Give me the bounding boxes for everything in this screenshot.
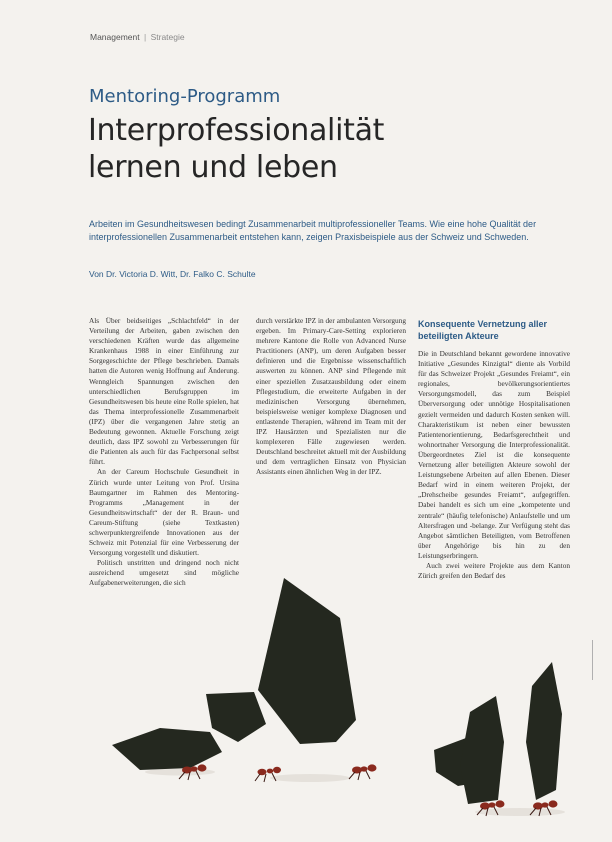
article-kicker: Mentoring-Programm bbox=[89, 86, 281, 107]
section-separator: | bbox=[144, 32, 147, 42]
ant-shadow bbox=[270, 774, 350, 782]
leaf-fragment-large bbox=[258, 578, 356, 744]
body-column-1 bbox=[89, 316, 239, 589]
article-byline: Von Dr. Victoria D. Witt, Dr. Falko C. Schulte bbox=[89, 269, 256, 279]
title-line-2: lernen und leben bbox=[88, 150, 338, 185]
shadow-group bbox=[145, 769, 565, 817]
ant bbox=[349, 764, 377, 780]
body-paragraph: durch verstärkte IPZ in der ambulanten Versorgung ergeben. Im Primary-Care-Setting explorieren mehrere Kantone die Rolle von Advanced Nurse Practitioners (ANP), um deren Aufgaben besser definieren und die Ergebnisse wissenschaftlich auswerten zu können. ANP sind Pflegende mit einer speziellen Zusatzausbildung oder einem Pflegestudium, die erweiterte Aufgaben in der medizinischen Versorgung übernehmen, beispielsweise weniger komplexe Diagnosen und entlastende Therapien, während im Team mit der IPZ Hausärzten und Spezialisten nur die komplexeren Fälle zugewiesen werden. Deutschland beschreitet aktuell mit der Ausbildung und dem vertraglichen Einsatz von Physician Assistants einen ähnlichen Weg in der IPZ. bbox=[256, 316, 406, 477]
section-label: Management bbox=[90, 32, 140, 42]
article-lead: Arbeiten im Gesundheitswesen bedingt Zusammenarbeit multiprofessioneller Teams. Wie eine hohe Qualität der interprofessionellen Zusammenarbeit entstehen kann, zeigen Praxisbeispiele aus der Schweiz und Schweden. bbox=[89, 219, 537, 242]
ant-group bbox=[179, 764, 558, 816]
leaf-fragment-mid bbox=[206, 692, 266, 742]
leaf-fragment-left bbox=[112, 728, 222, 770]
body-column-2 bbox=[256, 316, 406, 478]
ant bbox=[255, 767, 281, 782]
title-line-1: Interprofessionalität bbox=[88, 113, 385, 148]
leaf-fragment-right bbox=[434, 738, 498, 786]
leaf-fragment-far-right bbox=[526, 662, 562, 800]
margin-rule bbox=[592, 640, 599, 680]
body-column-3 bbox=[418, 318, 570, 581]
running-head bbox=[90, 32, 185, 42]
body-paragraph: Die in Deutschland bekannt gewordene innovative Initiative „Gesundes Kinzigtal“ diente als Vorbild für das Schweizer Projekt „Gesundes Freiamt“, ein regionales, bevölkerungsorientiertes Versorgungsmodell, das zum Beispiel Überversorgung oder unnötige Hospitalisationen gezielt vermeiden und dadurch Kosten senken will. Charakteristikum ist neben einer bewussten Patientenorientierung, Bedarfsgerechtheit und wohnortnaher Versorgung die Interprofessionalität. Übergeordnetes Ziel ist die konsequente Vernetzung aller beteiligten Akteure sowohl der Leistungsebene Arbeiten auf allen Ebenen. Dieser Bedarf wird in einem weiteren Projekt, der „Drehscheibe gesundes Freiamt“, aufgegriffen. Dabei handelt es sich um eine „kompetente und zentrale“ (häufig telefonische) Anlaufstelle und um Altersfragen und -belange. Zur Verfügung steht das Angebot sämtlichen Beteiligten, vom Betroffenen über Angehörige bis hin zu den Leistungserbringern. bbox=[418, 349, 570, 560]
ant-shadow bbox=[475, 808, 565, 816]
article-title bbox=[88, 112, 384, 186]
ant bbox=[477, 800, 505, 816]
body-paragraph: Politisch unstritten und dringend noch nicht ausreichend umgesetzt sind mögliche Aufgabenerweiterungen, die sich bbox=[89, 558, 239, 588]
leaf-fragment-tall bbox=[460, 696, 504, 804]
subsection-label: Strategie bbox=[150, 32, 185, 42]
body-paragraph: Auch zwei weitere Projekte aus dem Kanton Zürich greifen den Bedarf des bbox=[418, 560, 570, 581]
section-heading: Konsequente Vernetzung aller beteiligten Akteure bbox=[418, 319, 548, 341]
ant bbox=[179, 764, 207, 780]
body-paragraph: Als Über beidseitiges „Schlachtfeld“ in der Verteilung der Arbeiten, gaben zwischen den verschiedenen Kräften wurde das allgemeine Krankenhaus 1988 in einer Einführung zur Sorgegeschichte der Pflege beschrieben. Damals hatten die Autoren wenig Hoffnung auf Änderung. Wenngleich Spannungen zwischen den unterschiedlichen Berufsgruppen im Gesundheitswesen bis heute eine Rolle spielen, hat das Thema interprofessionelle Zusammenarbeit (IPZ) über die vergangenen Jahre stetig an Bedeutung gewonnen. Aktuelle Forschung zeigt deutlich, dass IPZ sowohl zu Verbesserungen für die Patienten als auch für das Fachpersonal selbst führt. bbox=[89, 316, 239, 467]
ant-shadow bbox=[145, 769, 215, 776]
body-paragraph: An der Careum Hochschule Gesundheit in Zürich wurde unter Leitung von Prof. Ursina Baumgartner im Rahmen des Mentoring-Programms „Management in der Gesundheitswirtschaft“ der der R. Braun- und Careum-Stiftung (siehe Textkasten) schwerpunktergreifende Innovationen aus der Schweiz mit Potenzial für eine Verbesserung der Versorgung vorgestellt und diskutiert. bbox=[89, 467, 239, 558]
leaf-group bbox=[112, 578, 562, 804]
ant bbox=[530, 800, 558, 816]
